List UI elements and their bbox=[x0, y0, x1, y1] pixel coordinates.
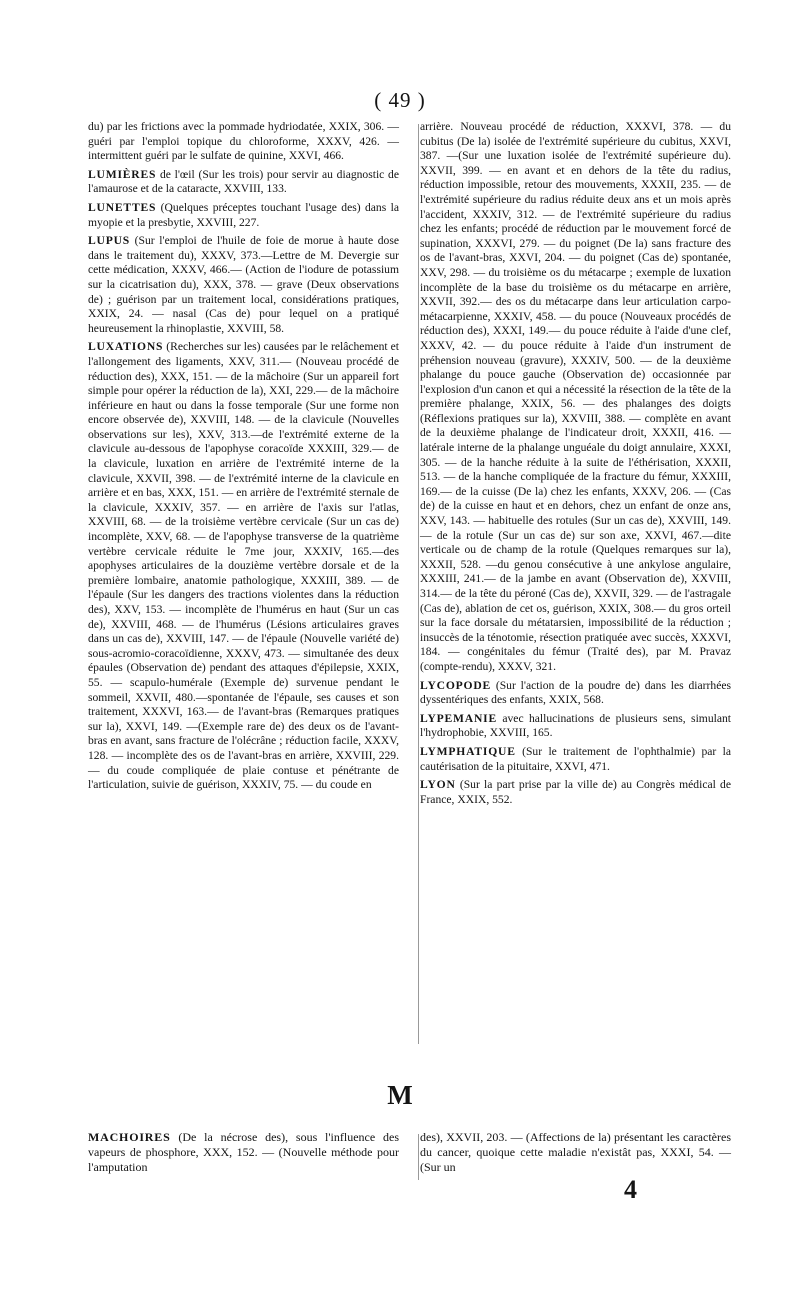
left-column bbox=[88, 120, 399, 811]
entry-headword: LUPUS bbox=[88, 234, 131, 248]
entry-text: (Sur le traitement de l'ophthalmie) par la cautérisation de la pituitaire, XXVI, 471. bbox=[420, 744, 731, 773]
entry-text: (Sur l'action de la poudre de) dans les diarrhées dyssentériques des enfants, XXIX, 568. bbox=[420, 678, 731, 707]
index-entry bbox=[88, 120, 399, 164]
entry-headword: LYPEMANIE bbox=[420, 711, 497, 725]
entry-text: avec hallucinations de plusieurs sens, simulant l'hydrophobie, XXVIII, 165. bbox=[420, 711, 731, 740]
index-entry bbox=[420, 120, 731, 675]
entry-text: des), XXVII, 203. — (Affections de la) présentant les caractères du cancer, quoique cette maladie n'existât pas, XXXI, 54. —(Sur un bbox=[420, 1130, 731, 1174]
section-m-columns bbox=[88, 1130, 731, 1179]
index-entry bbox=[88, 1130, 399, 1175]
index-entry bbox=[88, 168, 399, 197]
index-entry bbox=[88, 234, 399, 336]
index-columns bbox=[88, 120, 731, 811]
entry-headword: LYMPHATIQUE bbox=[420, 744, 516, 758]
entry-text: (Sur l'emploi de l'huile de foie de morue à haute dose dans le traitement du), XXXV, 373.—Lettre de M. Devergie sur cette médication, XXXV, 466.— (Action de l'iodure de potassium sur la cicatrisation du), XXX, 378. — grave (Deux observations de) ; guérison par un traitement local, considérations pratiques, XXIX, 24. — nasal (Cas de) pour lequel on a pratiqué heureusement la rhinoplastie, XXVIII, 58. bbox=[88, 234, 399, 335]
entry-text: (Quelques préceptes touchant l'usage des) dans la myopie et la presbytie, XXVIII, 227. bbox=[88, 200, 400, 229]
entry-headword: LUXATIONS bbox=[88, 340, 164, 354]
entry-headword: LUNETTES bbox=[88, 200, 157, 214]
index-entry bbox=[88, 201, 399, 230]
entry-text: du) par les frictions avec la pommade hydriodatée, XXIX, 306. — guéri par l'emploi topique du chloroforme, XXXV, 426. — intermittent guéri par le sulfate de quinine, XXVI, 466. bbox=[88, 120, 399, 163]
index-entry bbox=[88, 340, 399, 792]
index-entry bbox=[420, 778, 731, 807]
entry-headword: MACHOIRES bbox=[88, 1130, 171, 1144]
entry-text: de l'œil (Sur les trois) pour servir au diagnostic de l'amaurose et de la cataracte, XXVIII, 133. bbox=[88, 167, 399, 196]
entry-text: (Recherches sur les) causées par le relâchement et l'allongement des ligaments, XXV, 311.— (Nouveau procédé de réduction des), XXX, 151. — de la mâchoire (Sur un appareil fort simple pour opérer la réduction de la), XXI, 229.— de la mâchoire inférieure en haut ou dans la fosse temporale (Sur une forme non encore observée de), XXVIII, 148. — de la clavicule (Nouvelles observations sur les), XXV, 313.—de l'extrémité externe de la clavicule au-dessous de l'apophyse coracoïde XXXIII, 329.— de la clavicule, luxation en arrière de l'extrémité interne de la clavicule, XXVII, 398. — de l'extrémité interne de la clavicule en arrière et en bas, XXX, 151. — en arrière de l'extrémité sternale de la clavicule, XXXIV, 357. — en arrière de l'axis sur l'atlas, XXVIII, 68. — de la troisième vertèbre cervicale (Sur un cas de) incomplète, XXV, 68. — de l'apophyse transverse de la quatrième vertèbre cervicale réduite le 7me jour, XXXIV, 165.—des apophyses articulaires de la douzième vertèbre dorsale et de la première lombaire, anatomie pathologique, XXXIII, 389. — de l'épaule (Sur les dangers des tractions violentes dans la réduction des), XXV, 153. — incomplète de l'humérus en haut (Sur un cas de), XXVIII, 468. — de l'humérus (Lésions articulaires graves dans un cas de), XXVIII, 147. — de l'épaule (Nouvelle variété de) sous-acromio-coracoïdienne, XXXV, 473. — simultanée des deux épaules (Observation de) pendant des attaques d'épilepsie, XXIX, 55. — scapulo-humérale (Exemple de) survenue pendant le sommeil, XXVII, 480.—spontanée de l'épaule, ses causes et son traitement, XXXVI, 163.— de l'avant-bras (Remarques pratiques sur la), XXVI, 149. —(Exemple rare de) des deux os de l'avant-bras en avant, sans fracture de l'olécrâne ; réduction facile, XXXV, 128. — incomplète des os de l'avant-bras en arrière, XXVIII, 229. — du coude compliquée de plaie contuse et pénétrante de l'articulation, suivie de guérison, XXXIV, 75. — du coude en bbox=[88, 340, 399, 792]
entry-text: (Sur la part prise par la ville de) au Congrès médical de France, XXIX, 552. bbox=[420, 778, 731, 806]
bottom-left-column bbox=[88, 1130, 399, 1179]
page-number: ( 49 ) bbox=[374, 88, 426, 112]
index-entry bbox=[420, 712, 731, 741]
entry-headword: LYCOPODE bbox=[420, 678, 492, 692]
entry-headword: LYON bbox=[420, 778, 456, 792]
column-divider bbox=[418, 124, 419, 1044]
entry-text: arrière. Nouveau procédé de réduction, XXXVI, 378. — du cubitus (De la) isolée de l'extrémité supérieure du cubitus, XXVI, 387. —(Sur une luxation isolée de l'extrémité supérieure du). XXVII, 399. — en avant et en dehors de la tête du radius, réduction impossible, retour des mouvements, XXXII, 235. — de l'extrémité supérieure du radius réduite deux ans et un mois après l'accident, XXXIV, 312. — de l'extrémité supérieure du radius chez les enfants; procédé de réduction par le mouvement forcé de supination, XXXVI, 279. — du poignet (De la) sans fracture des os de l'avant-bras, XXVI, 204. — du poignet (Cas de) spontanée, XXV, 298. — du troisième os du métacarpe ; exemple de luxation incomplète de la base du troisième os du métacarpe en arrière, XXVII, 392.— des os du métacarpe dans leur articulation carpo-métacarpienne, XXXIV, 458. — du pouce (Nouveaux procédés de réduction des), XXXI, 149.— du pouce réduite à l'aide d'une clef, XXXV, 42. — du pouce réduite à l'aide d'un instrument de préhension nouveau (gravure), XXXIV, 500. — de la deuxième phalange du pouce gauche (Observation de) occasionnée par l'explosion d'un canon et qui a nécessité la résection de la tête de la première phalange, XXIX, 56. — des phalanges des doigts (Réflexions pratiques sur la), XXVIII, 388. — complète en avant de la deuxième phalange de l'indicateur droit, XXXII, 416. — latérale interne de la phalange unguéale du doigt annulaire, XXXI, 305. — de la hanche réduite à la suite de l'éthérisation, XXXII, 513. — de la hanche compliquée de la fracture du fémur, XXXIII, 169.— de la cuisse (De la) chez les enfants, XXXV, 206. — (Cas de) de la cuisse en haut et en dehors, chez un enfant de onze ans, XXV, 143. — habituelle des rotules (Sur un cas de), XXVIII, 149. — de la rotule (Sur un cas de) sur son axe, XXVI, 467.—dite verticale ou de champ de la rotule (Quelques remarques sur la), XXXII, 528. —du genou consécutive à une ankylose angulaire, XXXIII, 241.— de la jambe en avant (Observation de), XXVIII, 314.— de la tête du péroné (Cas de), XXVII, 329. — de l'astragale (Cas de), ablation de cet os, guérison, XXIX, 308.— du gros orteil sur la face dorsale du métatarsien, impossibilité de la réduction ; insuccès de la ténotomie, résection pratiquée avec succès, XXXVI, 184. — congénitales du fémur (Traité des), par M. Pravaz (compte-rendu), XXXV, 321. bbox=[420, 120, 731, 673]
index-entry bbox=[420, 745, 731, 774]
section-letter: M bbox=[387, 1080, 413, 1110]
column-divider bbox=[418, 1134, 419, 1180]
index-entry bbox=[420, 1130, 731, 1175]
entry-text: (De la nécrose des), sous l'influence des vapeurs de phosphore, XXX, 152. — (Nouvelle méthode pour l'amputation bbox=[88, 1130, 399, 1174]
signature-mark: 4 bbox=[624, 1175, 637, 1204]
bottom-right-column bbox=[420, 1130, 731, 1179]
entry-headword: LUMIÈRES bbox=[88, 167, 157, 181]
index-entry bbox=[420, 679, 731, 708]
right-column bbox=[420, 120, 731, 811]
